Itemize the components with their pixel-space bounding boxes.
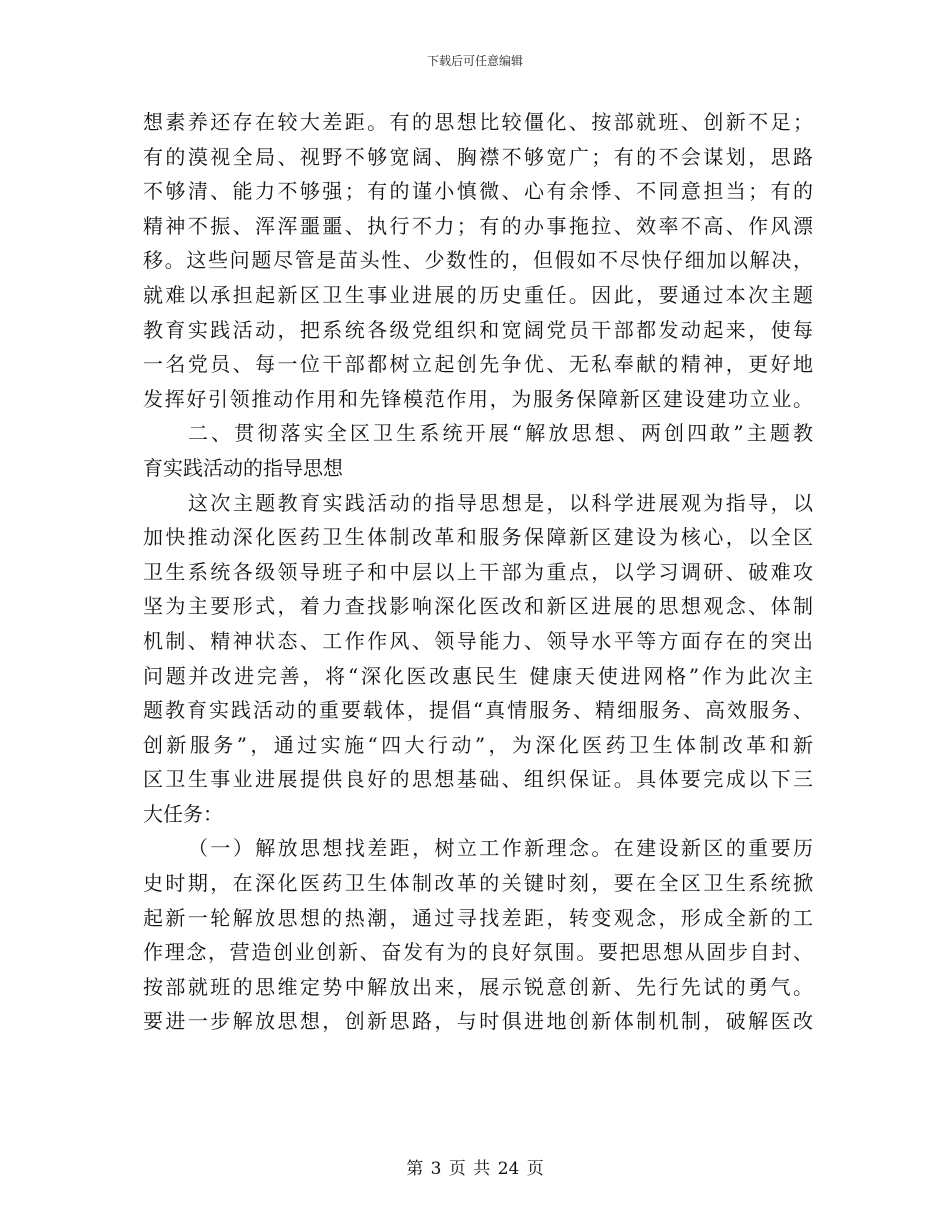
section-heading: 二、贯彻落实全区卫生系统开展“解放思想、两创四敢”主题教 [188, 421, 813, 446]
text-line: 题教育实践活动的重要载体，提倡“真情服务、精细服务、高效服务、 [143, 698, 813, 723]
text-line: 机制、精神状态、工作作风、领导能力、领导水平等方面存在的突出 [143, 628, 813, 653]
text-line: 按部就班的思维定势中解放出来，展示锐意创新、先行先试的勇气。 [143, 974, 813, 999]
text-line: 移。这些问题尽管是苗头性、少数性的，但假如不尽快仔细加以解决， [143, 248, 813, 273]
text-line: 一名党员、每一位干部都树立起创先争优、无私奉献的精神，更好地 [143, 352, 813, 377]
text-line: 问题并改进完善，将“深化医改惠民生 健康天使进网格”作为此次主 [143, 663, 813, 688]
page-header: 下载后可任意编辑 [426, 54, 523, 68]
text-line: 想素养还存在较大差距。有的思想比较僵化、按部就班、创新不足； [143, 110, 813, 134]
text-line: 有的漠视全局、视野不够宽阔、胸襟不够宽广；有的不会谋划，思路 [143, 144, 813, 169]
text-line: 精神不振、浑浑噩噩、执行不力；有的办事拖拉、效率不高、作风漂 [143, 213, 813, 238]
text-line: 作理念，营造创业创新、奋发有为的良好氛围。要把思想从固步自封、 [143, 940, 813, 965]
text-line: 发挥好引领推动作用和先锋模范作用，为服务保障新区建设建功立业。 [143, 386, 813, 411]
text-line: 这次主题教育实践活动的指导思想是，以科学进展观为指导，以 [188, 490, 813, 515]
document-body [143, 105, 813, 1039]
text-line: 就难以承担起新区卫生事业进展的历史重任。因此，要通过本次主题 [143, 282, 813, 307]
text-line: 教育实践活动，把系统各级党组织和宽阔党员干部都发动起来，使每 [143, 317, 813, 342]
page-number-footer: 第 3 页 共 24 页 [406, 1159, 544, 1179]
text-line: 大任务： [143, 801, 223, 826]
text-line: 史时期，在深化医药卫生体制改革的关键时刻，要在全区卫生系统掀 [143, 871, 813, 896]
text-line: 不够清、能力不够强；有的谨小慎微、心有余悸、不同意担当；有的 [143, 179, 813, 204]
text-line: 加快推动深化医药卫生体制改革和服务保障新区建设为核心，以全区 [143, 525, 813, 550]
section-heading: 育实践活动的指导思想 [143, 455, 343, 480]
text-line: 区卫生事业进展提供良好的思想基础、组织保证。具体要完成以下三 [143, 767, 813, 792]
text-line: 卫生系统各级领导班子和中层以上干部为重点，以学习调研、破难攻 [143, 559, 813, 584]
text-line: 起新一轮解放思想的热潮，通过寻找差距，转变观念，形成全新的工 [143, 905, 813, 930]
text-line: 创新服务”，通过实施“四大行动”，为深化医药卫生体制改革和新 [143, 732, 813, 757]
text-line: （一）解放思想找差距，树立工作新理念。在建设新区的重要历 [188, 836, 813, 861]
text-line: 要进一步解放思想，创新思路，与时俱进地创新体制机制，破解医改 [143, 1009, 813, 1034]
text-line: 坚为主要形式，着力查找影响深化医改和新区进展的思想观念、体制 [143, 594, 813, 619]
